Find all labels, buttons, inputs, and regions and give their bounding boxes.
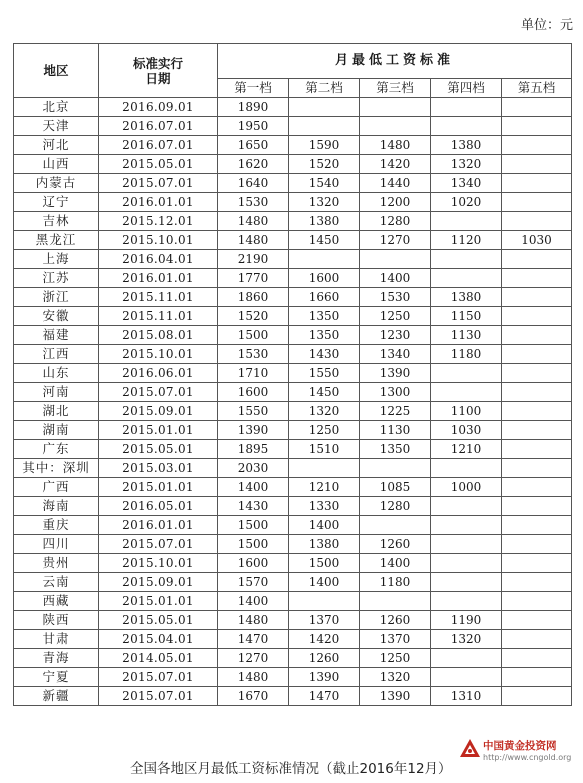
cell-tier-1: 1650 (218, 136, 289, 155)
table-row (14, 364, 572, 383)
cell-tier-5 (502, 592, 572, 611)
table-row (14, 155, 572, 174)
cell-region: 贵州 (14, 554, 99, 573)
cell-tier-4: 1340 (431, 174, 502, 193)
cell-effective-date: 2016.04.01 (99, 250, 218, 269)
cell-region: 宁夏 (14, 668, 99, 687)
cell-tier-3 (360, 592, 431, 611)
cell-tier-1: 1470 (218, 630, 289, 649)
cell-tier-5 (502, 497, 572, 516)
cell-tier-5 (502, 250, 572, 269)
cell-tier-4 (431, 592, 502, 611)
cell-tier-3: 1390 (360, 364, 431, 383)
table-body (14, 98, 572, 706)
cell-tier-4: 1020 (431, 193, 502, 212)
cell-tier-3: 1250 (360, 307, 431, 326)
cell-tier-2: 1520 (289, 155, 360, 174)
cell-tier-1: 1270 (218, 649, 289, 668)
cell-tier-5 (502, 478, 572, 497)
cell-tier-5 (502, 98, 572, 117)
cell-tier-2: 1510 (289, 440, 360, 459)
cell-tier-3 (360, 516, 431, 535)
cell-effective-date: 2016.07.01 (99, 136, 218, 155)
cell-tier-3: 1180 (360, 573, 431, 592)
cell-tier-1: 1390 (218, 421, 289, 440)
cell-tier-2: 1540 (289, 174, 360, 193)
cell-tier-2: 1600 (289, 269, 360, 288)
table-row (14, 231, 572, 250)
cell-tier-5 (502, 421, 572, 440)
cell-tier-3: 1340 (360, 345, 431, 364)
cell-tier-3: 1350 (360, 440, 431, 459)
cell-tier-5 (502, 459, 572, 478)
cell-tier-4: 1190 (431, 611, 502, 630)
table-row (14, 535, 572, 554)
header-tier-5: 第五档 (502, 79, 572, 98)
cell-tier-3: 1280 (360, 212, 431, 231)
cell-region: 福建 (14, 326, 99, 345)
cell-tier-4 (431, 212, 502, 231)
cell-tier-1: 1860 (218, 288, 289, 307)
cell-tier-5 (502, 668, 572, 687)
cell-region: 吉林 (14, 212, 99, 231)
cell-tier-4 (431, 668, 502, 687)
cell-effective-date: 2015.12.01 (99, 212, 218, 231)
cell-tier-1: 1530 (218, 193, 289, 212)
cell-tier-3: 1400 (360, 269, 431, 288)
cell-effective-date: 2016.01.01 (99, 193, 218, 212)
cell-tier-2 (289, 117, 360, 136)
cell-tier-5 (502, 212, 572, 231)
table-row (14, 440, 572, 459)
cell-tier-4 (431, 250, 502, 269)
table-row (14, 497, 572, 516)
header-tier-1: 第一档 (218, 79, 289, 98)
cell-tier-4 (431, 269, 502, 288)
cell-effective-date: 2016.01.01 (99, 269, 218, 288)
cell-region: 西藏 (14, 592, 99, 611)
cell-region: 新疆 (14, 687, 99, 706)
cell-effective-date: 2014.05.01 (99, 649, 218, 668)
table-caption: 全国各地区月最低工资标准情况（截止2016年12月） (130, 761, 452, 777)
cell-tier-1: 1600 (218, 383, 289, 402)
cell-tier-2: 1590 (289, 136, 360, 155)
table-row (14, 592, 572, 611)
cell-tier-3: 1225 (360, 402, 431, 421)
cell-effective-date: 2015.11.01 (99, 288, 218, 307)
cell-tier-1: 1400 (218, 478, 289, 497)
cell-effective-date: 2015.07.01 (99, 535, 218, 554)
table-row (14, 630, 572, 649)
cell-tier-3: 1440 (360, 174, 431, 193)
cell-tier-4 (431, 573, 502, 592)
cell-tier-4 (431, 98, 502, 117)
cell-tier-1: 2030 (218, 459, 289, 478)
cell-effective-date: 2015.10.01 (99, 231, 218, 250)
watermark-name: 中国黄金投资网 (483, 740, 557, 752)
cell-effective-date: 2015.01.01 (99, 478, 218, 497)
cell-tier-5 (502, 554, 572, 573)
cell-tier-3: 1370 (360, 630, 431, 649)
cell-region: 河南 (14, 383, 99, 402)
cell-effective-date: 2015.04.01 (99, 630, 218, 649)
header-tier-4: 第四档 (431, 79, 502, 98)
cell-tier-5 (502, 307, 572, 326)
header-monthly-minimum-wage: 月最低工资标准 (218, 44, 572, 79)
cell-tier-1: 1500 (218, 326, 289, 345)
cell-tier-4 (431, 497, 502, 516)
cell-tier-2: 1380 (289, 212, 360, 231)
cell-tier-2: 1370 (289, 611, 360, 630)
table-row (14, 421, 572, 440)
cell-effective-date: 2015.01.01 (99, 592, 218, 611)
cell-effective-date: 2015.03.01 (99, 459, 218, 478)
cell-region: 浙江 (14, 288, 99, 307)
cell-tier-2: 1450 (289, 231, 360, 250)
header-effective-date-line: 标准实行 (132, 55, 183, 71)
cell-region: 广西 (14, 478, 99, 497)
cell-effective-date: 2015.05.01 (99, 440, 218, 459)
cell-tier-2: 1400 (289, 573, 360, 592)
cell-tier-2: 1320 (289, 193, 360, 212)
cell-tier-1: 1770 (218, 269, 289, 288)
table-row (14, 269, 572, 288)
cell-region: 云南 (14, 573, 99, 592)
cell-tier-4: 1100 (431, 402, 502, 421)
cell-region: 湖北 (14, 402, 99, 421)
table-row (14, 250, 572, 269)
cell-tier-4 (431, 383, 502, 402)
cell-tier-3: 1085 (360, 478, 431, 497)
cell-tier-3: 1300 (360, 383, 431, 402)
cell-region: 四川 (14, 535, 99, 554)
table-row (14, 136, 572, 155)
cell-tier-1: 1430 (218, 497, 289, 516)
cell-tier-2: 1660 (289, 288, 360, 307)
cell-tier-1: 1480 (218, 212, 289, 231)
cell-tier-4: 1180 (431, 345, 502, 364)
header-effective-date-line: 日期 (145, 70, 171, 86)
cell-tier-4 (431, 535, 502, 554)
cell-tier-4: 1380 (431, 288, 502, 307)
cell-tier-3: 1260 (360, 535, 431, 554)
cell-tier-2: 1350 (289, 326, 360, 345)
cell-region: 广东 (14, 440, 99, 459)
table-row (14, 117, 572, 136)
cell-tier-3 (360, 250, 431, 269)
cell-region: 内蒙古 (14, 174, 99, 193)
cell-tier-5 (502, 573, 572, 592)
cell-tier-2: 1400 (289, 516, 360, 535)
cell-tier-5 (502, 649, 572, 668)
cell-tier-4 (431, 459, 502, 478)
cell-tier-4: 1130 (431, 326, 502, 345)
table-row (14, 478, 572, 497)
cell-tier-2 (289, 98, 360, 117)
cell-tier-4 (431, 117, 502, 136)
cell-region: 重庆 (14, 516, 99, 535)
cell-tier-4: 1030 (431, 421, 502, 440)
cell-tier-2: 1350 (289, 307, 360, 326)
cell-tier-3: 1260 (360, 611, 431, 630)
cell-tier-2: 1320 (289, 402, 360, 421)
cell-tier-5 (502, 440, 572, 459)
cell-tier-1: 1500 (218, 535, 289, 554)
table-row (14, 383, 572, 402)
cell-effective-date: 2015.05.01 (99, 155, 218, 174)
cell-tier-3: 1130 (360, 421, 431, 440)
watermark-url: http://www.cngold.org (483, 753, 572, 762)
cell-tier-5 (502, 516, 572, 535)
cell-effective-date: 2016.01.01 (99, 516, 218, 535)
cell-tier-3: 1420 (360, 155, 431, 174)
cell-tier-5 (502, 326, 572, 345)
table-row (14, 212, 572, 231)
cell-tier-3: 1390 (360, 687, 431, 706)
cell-tier-2: 1380 (289, 535, 360, 554)
cell-effective-date: 2016.05.01 (99, 497, 218, 516)
table-row (14, 649, 572, 668)
cell-tier-1: 1620 (218, 155, 289, 174)
table-row (14, 573, 572, 592)
cell-tier-1: 1895 (218, 440, 289, 459)
cell-tier-5 (502, 535, 572, 554)
cell-tier-3 (360, 459, 431, 478)
table-row (14, 554, 572, 573)
cell-tier-1: 1890 (218, 98, 289, 117)
cell-tier-4 (431, 649, 502, 668)
cell-effective-date: 2015.11.01 (99, 307, 218, 326)
header-tier-2: 第二档 (289, 79, 360, 98)
cell-tier-4: 1320 (431, 155, 502, 174)
table-row (14, 516, 572, 535)
cell-region: 安徽 (14, 307, 99, 326)
cell-tier-4 (431, 554, 502, 573)
cell-region: 陕西 (14, 611, 99, 630)
cell-tier-4 (431, 364, 502, 383)
cell-tier-5 (502, 611, 572, 630)
cell-tier-2: 1420 (289, 630, 360, 649)
cell-tier-2: 1500 (289, 554, 360, 573)
cell-tier-4: 1150 (431, 307, 502, 326)
cell-tier-2: 1550 (289, 364, 360, 383)
cell-tier-2 (289, 592, 360, 611)
cell-tier-5 (502, 383, 572, 402)
cell-tier-2: 1330 (289, 497, 360, 516)
cell-tier-1: 2190 (218, 250, 289, 269)
cell-tier-3 (360, 117, 431, 136)
cell-region: 其中：深圳 (14, 459, 99, 478)
cell-effective-date: 2016.09.01 (99, 98, 218, 117)
cell-tier-2: 1260 (289, 649, 360, 668)
cell-tier-1: 1550 (218, 402, 289, 421)
cell-tier-1: 1670 (218, 687, 289, 706)
cell-region: 江苏 (14, 269, 99, 288)
cell-tier-3: 1270 (360, 231, 431, 250)
cell-tier-3: 1400 (360, 554, 431, 573)
cell-tier-2 (289, 250, 360, 269)
cell-effective-date: 2015.07.01 (99, 383, 218, 402)
cell-tier-4: 1380 (431, 136, 502, 155)
header-effective-date (99, 44, 218, 98)
cell-tier-1: 1530 (218, 345, 289, 364)
cell-tier-2: 1430 (289, 345, 360, 364)
cell-tier-5 (502, 269, 572, 288)
cell-tier-1: 1480 (218, 611, 289, 630)
cell-effective-date: 2016.06.01 (99, 364, 218, 383)
cell-effective-date: 2015.07.01 (99, 687, 218, 706)
cell-region: 湖南 (14, 421, 99, 440)
cell-tier-5 (502, 193, 572, 212)
unit-label: 单位：元 (520, 18, 573, 33)
cell-tier-5 (502, 155, 572, 174)
cell-tier-4: 1320 (431, 630, 502, 649)
cell-effective-date: 2015.07.01 (99, 174, 218, 193)
cell-tier-4: 1000 (431, 478, 502, 497)
cell-region: 江西 (14, 345, 99, 364)
cell-tier-3: 1280 (360, 497, 431, 516)
header-tier-3: 第三档 (360, 79, 431, 98)
cell-tier-5 (502, 687, 572, 706)
table-row (14, 345, 572, 364)
cell-effective-date: 2016.07.01 (99, 117, 218, 136)
cell-tier-5 (502, 364, 572, 383)
cell-tier-1: 1570 (218, 573, 289, 592)
cell-tier-2: 1210 (289, 478, 360, 497)
cell-effective-date: 2015.08.01 (99, 326, 218, 345)
cell-tier-1: 1500 (218, 516, 289, 535)
cell-tier-5 (502, 136, 572, 155)
cell-tier-4 (431, 516, 502, 535)
cell-tier-3 (360, 98, 431, 117)
cell-tier-5 (502, 288, 572, 307)
cell-tier-1: 1480 (218, 231, 289, 250)
cell-tier-1: 1640 (218, 174, 289, 193)
cell-region: 上海 (14, 250, 99, 269)
cell-tier-1: 1710 (218, 364, 289, 383)
cell-region: 甘肃 (14, 630, 99, 649)
table-row (14, 98, 572, 117)
table-row (14, 307, 572, 326)
table-row (14, 611, 572, 630)
table-row (14, 174, 572, 193)
cell-tier-1: 1520 (218, 307, 289, 326)
cell-region: 黑龙江 (14, 231, 99, 250)
cngold-logo-icon (459, 738, 481, 760)
table-row (14, 402, 572, 421)
cell-region: 北京 (14, 98, 99, 117)
cell-tier-3: 1480 (360, 136, 431, 155)
cell-tier-5 (502, 630, 572, 649)
cell-tier-3: 1250 (360, 649, 431, 668)
table-row (14, 288, 572, 307)
cell-region: 海南 (14, 497, 99, 516)
cell-tier-3: 1230 (360, 326, 431, 345)
cell-effective-date: 2015.10.01 (99, 345, 218, 364)
cell-region: 山东 (14, 364, 99, 383)
table-row (14, 459, 572, 478)
cell-effective-date: 2015.09.01 (99, 402, 218, 421)
cell-tier-4: 1120 (431, 231, 502, 250)
cell-tier-5 (502, 117, 572, 136)
cell-tier-5 (502, 174, 572, 193)
header-region: 地区 (14, 44, 99, 98)
cell-tier-2 (289, 459, 360, 478)
table-row (14, 668, 572, 687)
table-row (14, 193, 572, 212)
table-row (14, 326, 572, 345)
cell-region: 河北 (14, 136, 99, 155)
cell-tier-3: 1320 (360, 668, 431, 687)
cell-tier-3: 1530 (360, 288, 431, 307)
cell-tier-3: 1200 (360, 193, 431, 212)
cell-effective-date: 2015.07.01 (99, 668, 218, 687)
table-row (14, 687, 572, 706)
cell-tier-1: 1480 (218, 668, 289, 687)
cell-effective-date: 2015.05.01 (99, 611, 218, 630)
cell-tier-4: 1310 (431, 687, 502, 706)
minimum-wage-table (13, 43, 572, 706)
cell-tier-1: 1600 (218, 554, 289, 573)
cell-tier-2: 1450 (289, 383, 360, 402)
cell-tier-1: 1400 (218, 592, 289, 611)
cell-tier-5 (502, 402, 572, 421)
cell-effective-date: 2015.01.01 (99, 421, 218, 440)
cell-tier-4: 1210 (431, 440, 502, 459)
cell-region: 辽宁 (14, 193, 99, 212)
cell-region: 青海 (14, 649, 99, 668)
cell-region: 山西 (14, 155, 99, 174)
cell-tier-2: 1470 (289, 687, 360, 706)
cell-tier-2: 1250 (289, 421, 360, 440)
cell-effective-date: 2015.10.01 (99, 554, 218, 573)
cell-tier-5: 1030 (502, 231, 572, 250)
cell-effective-date: 2015.09.01 (99, 573, 218, 592)
cell-tier-5 (502, 345, 572, 364)
cell-region: 天津 (14, 117, 99, 136)
cell-tier-2: 1390 (289, 668, 360, 687)
watermark (459, 736, 579, 772)
cell-tier-1: 1950 (218, 117, 289, 136)
